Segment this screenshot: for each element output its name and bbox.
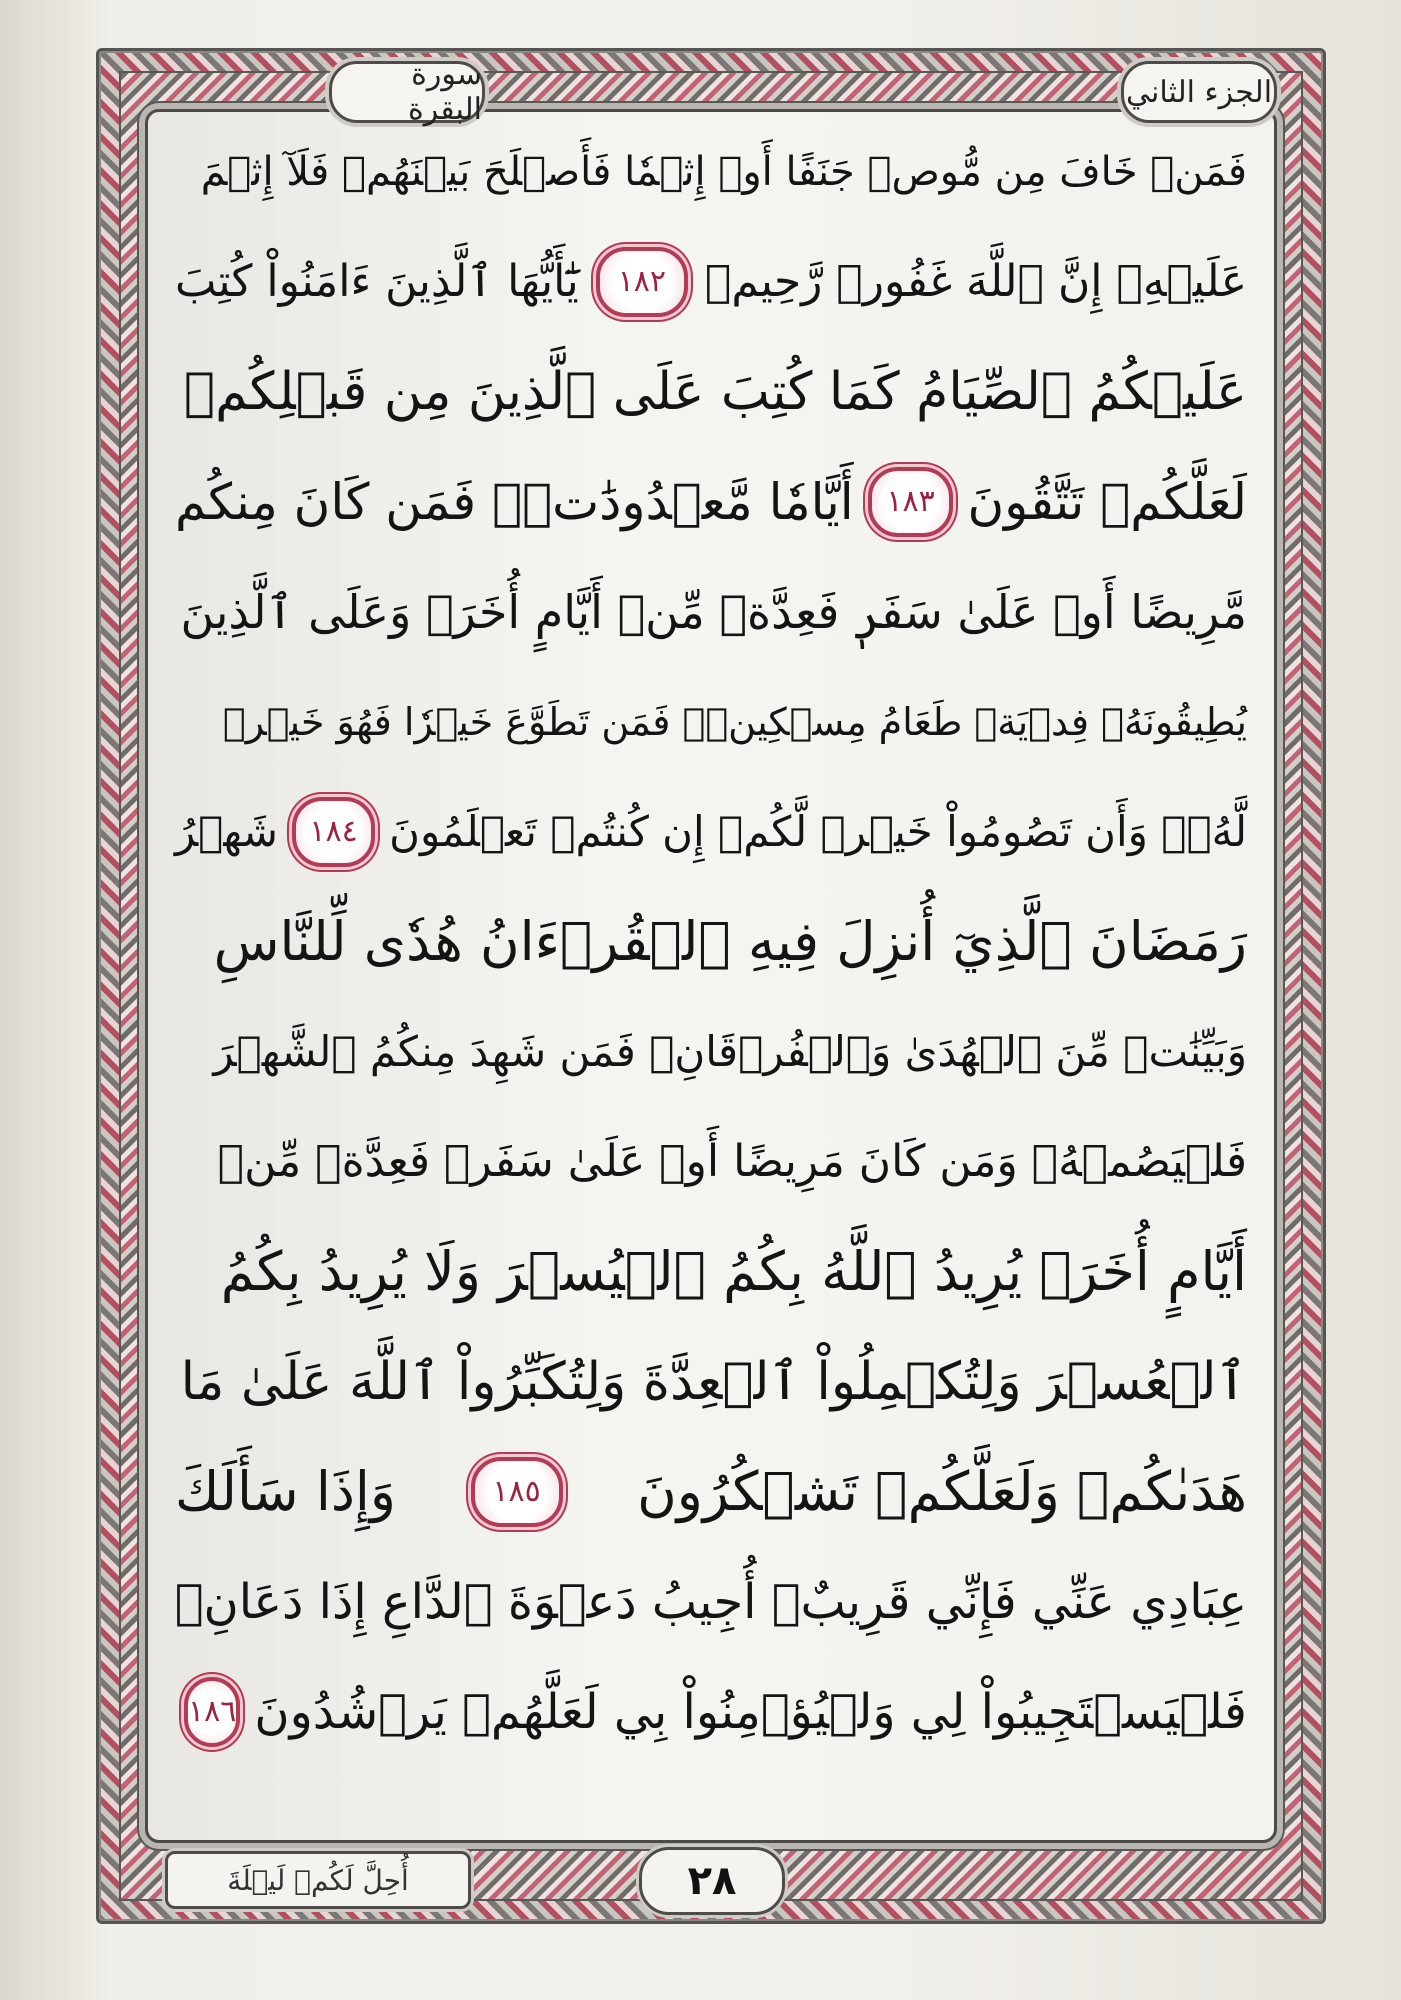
verse-text: أَيَّامٍ أُخَرَۗ يُرِيدُ ٱللَّهُ بِكُمُ ٱلۡيُسۡرَ وَلَا يُرِيدُ بِكُمُ [220,1240,1247,1303]
verse-line [175,997,1247,1107]
next-page-hint: أُحِلَّ لَكُمۡ لَيۡلَةَ [165,1851,471,1909]
verse-text: لَعَلَّكُمۡ تَتَّقُونَ [967,473,1247,531]
verse-text: أَيَّامٗا مَّعۡدُودَٰتٖۚ فَمَن كَانَ مِنكُم [175,473,854,531]
verse-text: عِبَادِي عَنِّي فَإِنِّي قَرِيبٌۖ أُجِيبُ دَعۡوَةَ ٱلدَّاعِ إِذَا دَعَانِۖ [174,1574,1247,1630]
verse-line [175,1217,1247,1327]
ayah-marker: ١٨٢ [596,247,688,317]
ayah-marker: ١٨٣ [868,467,954,537]
verse-text: مَّرِيضًا أَوۡ عَلَىٰ سَفَرٖ فَعِدَّةٞ مِّنۡ أَيَّامٍ أُخَرَۚ وَعَلَى ٱلَّذِينَ [180,585,1247,639]
verse-line [175,1327,1247,1437]
verse-text: عَلَيۡهِۚ إِنَّ ٱللَّهَ غَفُورٞ رَّحِيمٞ [704,256,1247,307]
verse-line [175,227,1247,337]
verse-line [175,667,1247,777]
verse-text: وَبَيِّنَٰتٖ مِّنَ ٱلۡهُدَىٰ وَٱلۡفُرۡقَانِۚ فَمَن شَهِدَ مِنكُمُ ٱلشَّهۡرَ [213,1027,1247,1076]
verse-line [175,447,1247,557]
verse-line [175,1547,1247,1657]
verse-line [175,1657,1247,1767]
verse-text: شَهۡرُ [175,807,278,856]
surah-label: سورة البقرة [329,61,485,123]
verse-line [175,777,1247,887]
verse-text: رَمَضَانَ ٱلَّذِيٓ أُنزِلَ فِيهِ ٱلۡقُرۡءَانُ هُدٗى لِّلنَّاسِ [213,910,1247,973]
page-number: ٢٨ [639,1847,785,1915]
verse-line [175,337,1247,447]
verse-text: يَٰٓأَيُّهَا ٱلَّذِينَ ءَامَنُواْ كُتِبَ [175,256,579,307]
verse-text: ٱلۡعُسۡرَ وَلِتُكۡمِلُواْ ٱلۡعِدَّةَ وَلِتُكَبِّرُواْ ٱللَّهَ عَلَىٰ مَا [180,1352,1247,1412]
verse-text: عَلَيۡكُمُ ٱلصِّيَامُ كَمَا كُتِبَ عَلَى ٱلَّذِينَ مِن قَبۡلِكُمۡ [183,362,1247,422]
decorative-frame [96,48,1326,1924]
verse-line [175,887,1247,997]
verse-line [175,1437,1247,1547]
verse-text: وَإِذَا سَأَلَكَ [175,1460,396,1523]
verse-text: فَمَنۡ خَافَ مِن مُّوصٖ جَنَفًا أَوۡ إِثۡمٗا فَأَصۡلَحَ بَيۡنَهُمۡ فَلَآ إِثۡمَ [200,149,1247,195]
verse-text: فَلۡيَصُمۡهُۖ وَمَن كَانَ مَرِيضًا أَوۡ عَلَىٰ سَفَرٖ فَعِدَّةٞ مِّنۡ [217,1136,1247,1187]
ayah-marker: ١٨٥ [471,1457,563,1527]
verse-lines [175,117,1247,1767]
verse-text: هَدَىٰكُمۡ وَلَعَلَّكُمۡ تَشۡكُرُونَ [637,1460,1247,1523]
verse-line [175,1107,1247,1217]
verse-text: لَّهُۥۚ وَأَن تَصُومُواْ خَيۡرٞ لَّكُمۡ إِن كُنتُمۡ تَعۡلَمُونَ [389,807,1247,856]
ayah-marker: ١٨٤ [292,797,375,867]
verse-text: فَلۡيَسۡتَجِيبُواْ لِي وَلۡيُؤۡمِنُواْ بِي لَعَلَّهُمۡ يَرۡشُدُونَ [254,1684,1247,1740]
juz-label: الجزء الثاني [1121,61,1277,123]
ayah-marker: ١٨٦ [184,1677,240,1747]
verse-line [175,117,1247,227]
verse-line [175,557,1247,667]
verse-text: يُطِيقُونَهُۥ فِدۡيَةٞ طَعَامُ مِسۡكِينٖۖ فَمَن تَطَوَّعَ خَيۡرٗا فَهُوَ خَيۡرٞ [222,700,1247,744]
